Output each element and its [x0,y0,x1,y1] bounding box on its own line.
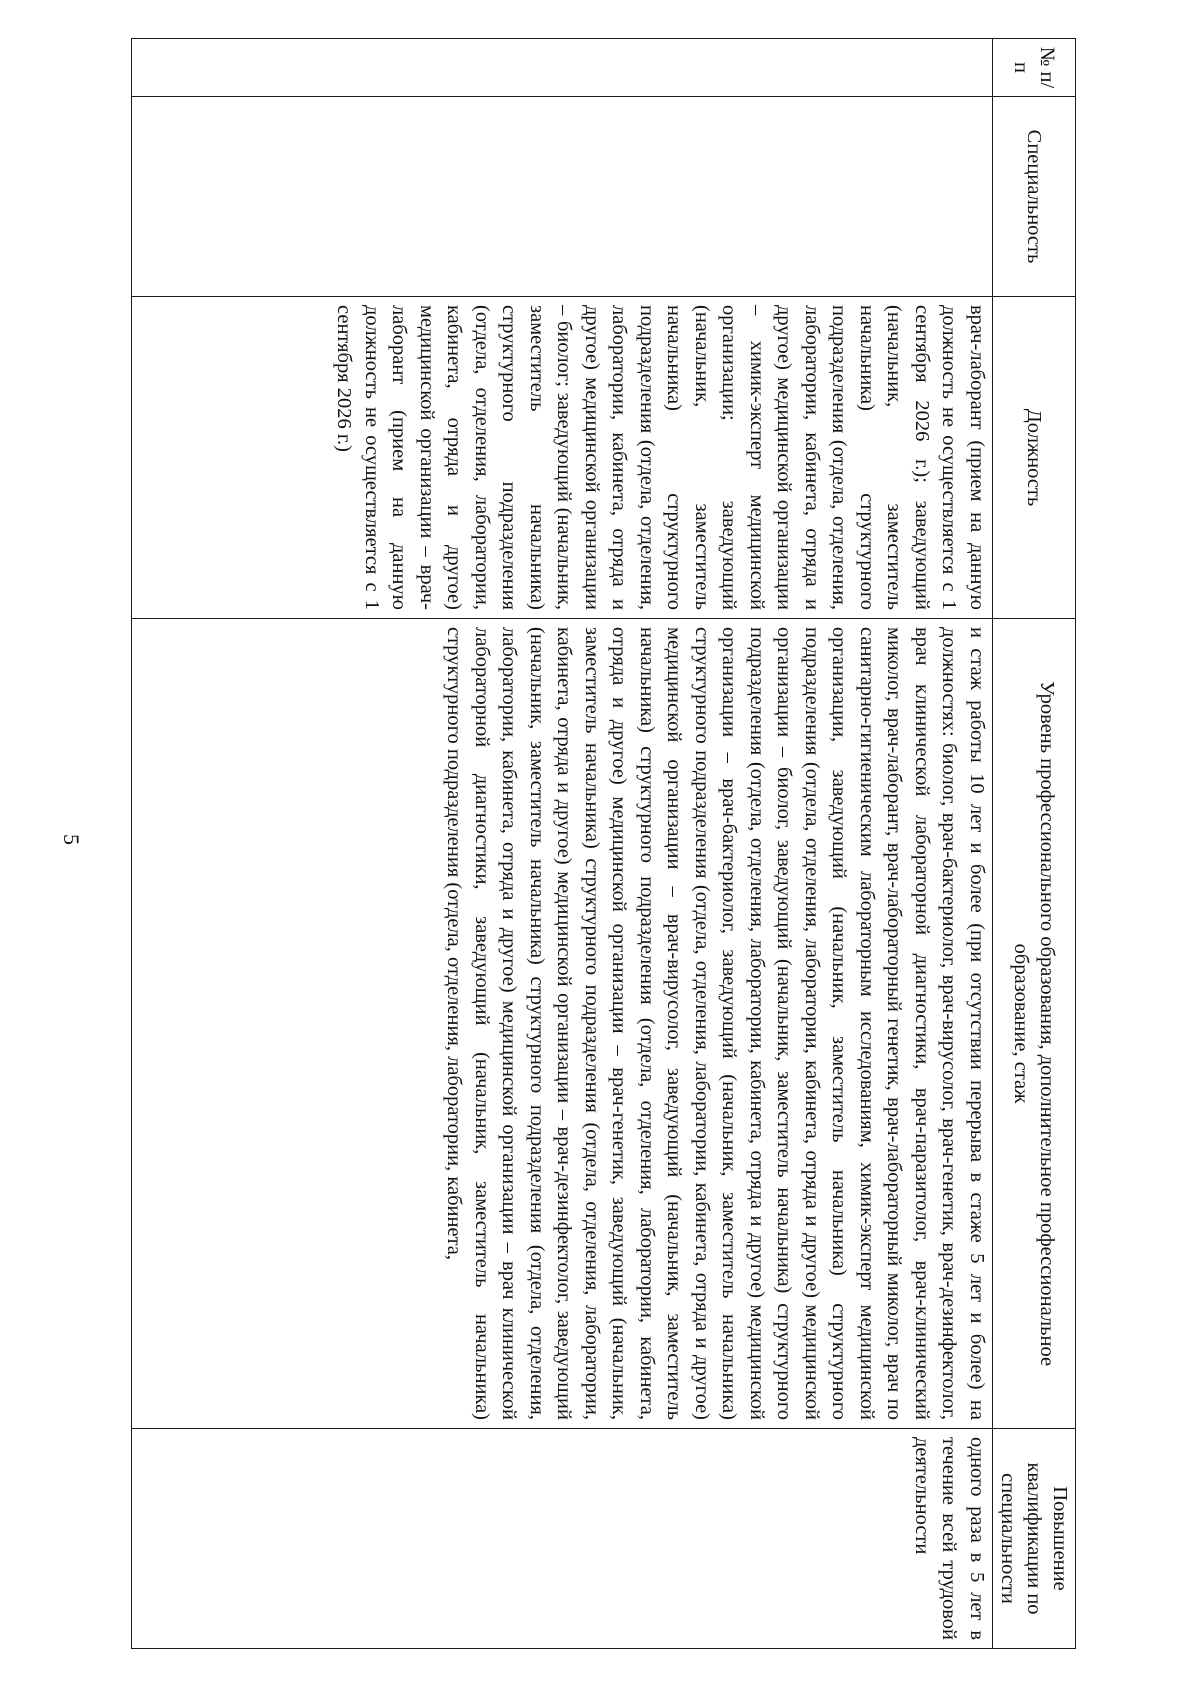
rotated-table-container [131,38,1076,1648]
cell-qualification [132,1429,993,1649]
header-position: Должность [993,297,1076,619]
cell-num [132,39,993,97]
header-num: № п/п [993,39,1076,97]
cell-specialty [132,97,993,297]
cell-education-level [132,619,993,1429]
header-education-level: Уровень профессионального образования, дополнительное профессиональное образование, стаж [993,619,1076,1429]
qualification-requirements-table [131,38,1076,1649]
header-specialty: Специальность [993,97,1076,297]
table-row [132,39,993,1649]
cell-position [132,297,993,619]
header-qualification: Повышение квалификации по специальности [993,1429,1076,1649]
qualification-text: одного раза в 5 лет в течение всей трудовой деятельности [911,1437,988,1640]
page-number: 5 [59,834,84,845]
education-level-text: и стаж работы 10 лет и более (при отсутствии перерыва в стаже 5 лет и более) на должностях: биолог, врач-бактериолог, врач-вирусолог, врач-генетик, врач-дезинфектолог, врач клинической лабораторной диагностики, врач-паразитолог, врач-клинический миколог, врач-лаборант, врач-лабораторный генетик, врач-лабораторный миколог, врач по санитарно-гигиеническим лабораторным исследованиям, химик-эксперт медицинской организации, заведующий (начальник, заместитель начальника) структурного подразделения (отдела, отделения, лаборатории, кабинета, отряда и другое) медицинской организации – биолог, заведующий (начальник, заместитель начальника) структурного подразделения (отдела, отделения, лаборатории, кабинета, отряда и другое) медицинской организации – врач-бактериолог, заведующий (начальник, заместитель начальника) структурного подразделения (отдела, отделения, лаборатории, кабинета, отряда и другое) медицинской организации – врач-вирусолог, заведующий (начальник, заместитель начальника) структурного подразделения (отдела, отделения, лаборатории, кабинета, отряда и другое) медицинской организации – врач-генетик, заведующий (начальник, заместитель начальника) структурного подразделения (отдела, отделения, лаборатории, кабинета, отряда и другое) медицинской организации – врач-дезинфектолог, заведующий (начальник, заместитель начальника) структурного подразделения (отдела, отделения, лаборатории, кабинета, отряда и другое) медицинской организации – врач клинической лабораторной диагностики, заведующий (начальник, заместитель начальника) структурного подразделения (отдела, отделения, лаборатории, кабинета, [443,627,988,1420]
table-header-row [993,39,1076,1649]
position-text: врач-лаборант (прием на данную должность не осуществляется с 1 сентября 2026 г.); заведующий (начальник, заместитель начальника) структурного подразделения (отдела, отделения, лаборатории, кабинета, отряда и другое) медицинской организации – химик-эксперт медицинской организации; заведующий (начальник, заместитель начальника) структурного подразделения (отдела, отделения, лаборатории, кабинета, отряда и другое) медицинской организации – биолог; заведующий (начальник, заместитель начальника) структурного подразделения (отдела, отделения, лаборатории, кабинета, отряда и другое) медицинской организации – врач-лаборант (прием на данную должность не осуществляется с 1 сентября 2026 г.) [333,305,988,610]
